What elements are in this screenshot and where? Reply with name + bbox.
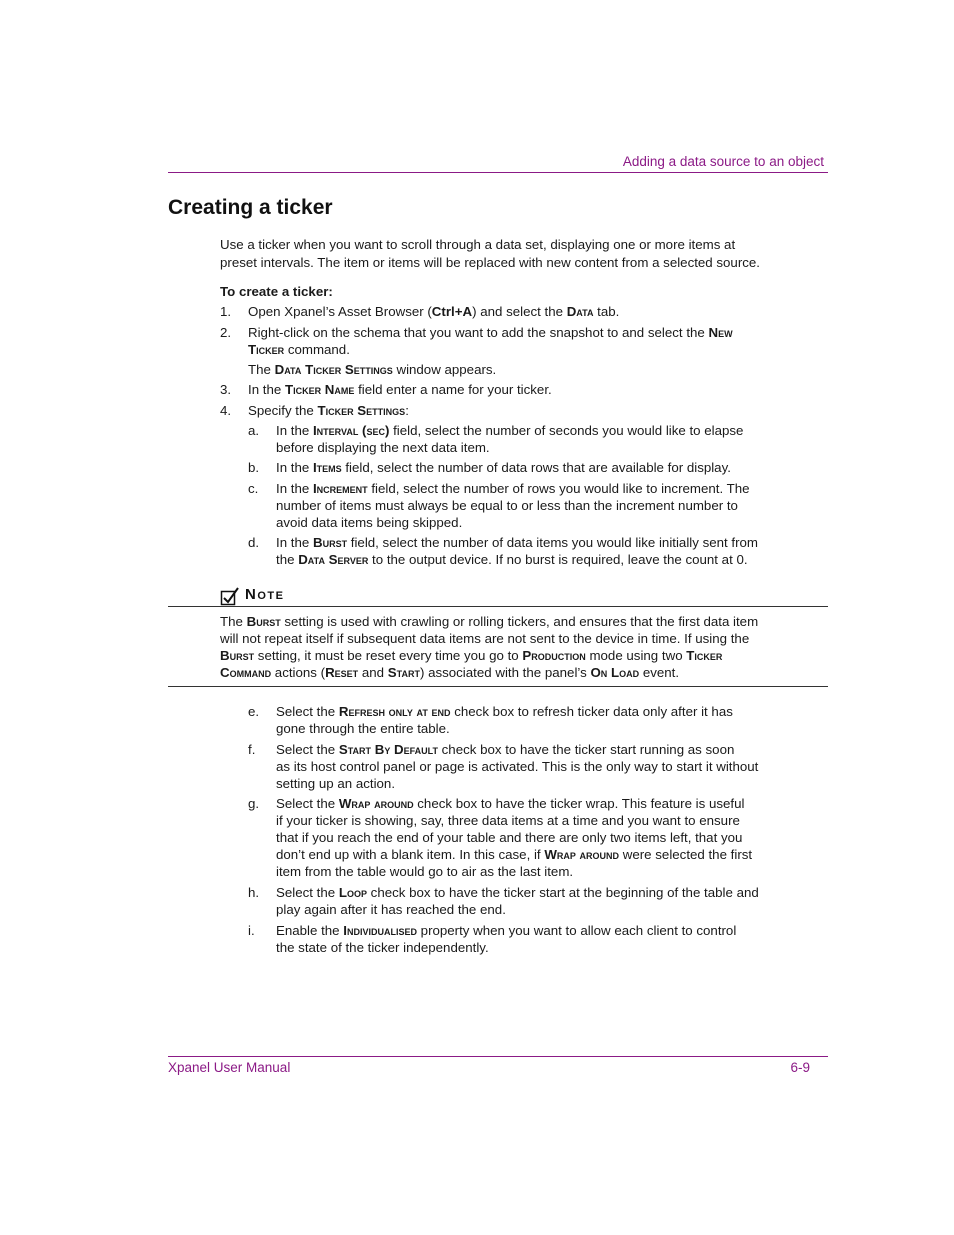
procedure-heading: To create a ticker: <box>220 284 333 299</box>
text: field, select the number of rows you would like to increment. The <box>367 481 750 496</box>
text: event. <box>639 665 680 680</box>
step-3 <box>248 381 552 398</box>
substep-label: b. <box>248 460 260 475</box>
note-title: Note <box>245 586 285 603</box>
ui-term: Ticker Name <box>284 382 355 397</box>
substep-c-line-2: number of items must always be equal to or less than the increment number to <box>276 498 738 513</box>
ui-term: Ticker <box>248 342 285 357</box>
text: tab. <box>593 304 620 319</box>
text: field, select the number of data rows that are available for display. <box>341 460 731 475</box>
page-title: Creating a ticker <box>168 196 333 219</box>
text: In the <box>276 535 313 550</box>
text: the <box>276 552 299 567</box>
substep-h-line-2: play again after it has reached the end. <box>276 902 506 917</box>
substep-g-line-4 <box>276 846 752 863</box>
text: setting is used with crawling or rolling tickers, and ensures that the first data item <box>280 614 759 629</box>
substep-h-line-1 <box>276 884 759 901</box>
ui-term: Burst <box>220 648 255 663</box>
substep-d-line-1 <box>276 534 758 551</box>
text: mode using two <box>585 648 687 663</box>
text: were selected the first <box>619 847 753 862</box>
substep-a-line-2: before displaying the next data item. <box>276 440 490 455</box>
note-top-rule <box>168 606 828 607</box>
step-2-line-2 <box>248 341 350 358</box>
text: field, select the number of seconds you would like to elapse <box>389 423 744 438</box>
substep-b <box>276 459 731 476</box>
step-2-line-1 <box>248 324 733 341</box>
note-line-1 <box>220 613 758 630</box>
text: Select the <box>276 796 339 811</box>
substep-label: i. <box>248 923 255 938</box>
intro-line-2: preset intervals. The item or items will be replaced with new content from a selected source. <box>220 255 760 270</box>
text: Select the <box>276 742 339 757</box>
substep-label: h. <box>248 885 260 900</box>
ui-term: Interval (sec) <box>312 423 390 438</box>
text: field enter a name for your ticker. <box>354 382 552 397</box>
substep-label: g. <box>248 796 260 811</box>
ui-term: Start <box>387 665 420 680</box>
ui-term: Production <box>522 648 586 663</box>
ui-term: Data Ticker Settings <box>274 362 393 377</box>
text: and <box>358 665 388 680</box>
ui-term: New <box>708 325 733 340</box>
text: Open Xpanel’s Asset Browser ( <box>248 304 432 319</box>
ui-term: Items <box>312 460 342 475</box>
shortcut-key: Ctrl+A <box>431 304 473 319</box>
ui-term: Individualised <box>343 923 417 938</box>
substep-label: d. <box>248 535 260 550</box>
running-header: Adding a data source to an object <box>622 154 824 169</box>
note-line-2: will not repeat itself if subsequent data items are not sent to the device in time. If using the <box>220 631 750 646</box>
text: check box to have the ticker wrap. This feature is useful <box>413 796 745 811</box>
ui-term: Data Server <box>298 552 369 567</box>
text: In the <box>276 460 313 475</box>
substep-g-line-5: item from the table would go to air as the last item. <box>276 864 574 879</box>
substep-e-line-1 <box>276 703 733 720</box>
ui-term: Burst <box>312 535 348 550</box>
substep-label: a. <box>248 423 260 438</box>
text: In the <box>276 481 313 496</box>
header-rule <box>168 172 828 173</box>
text: ) and select the <box>472 304 567 319</box>
substep-d-line-2 <box>276 551 748 568</box>
text: property when you want to allow each client to control <box>416 923 737 938</box>
substep-f-line-2: as its host control panel or page is activated. This is the only way to start it without <box>276 759 759 774</box>
text: check box to refresh ticker data only after it has <box>450 704 733 719</box>
text: to the output device. If no burst is required, leave the count at 0. <box>368 552 748 567</box>
text: check box to have the ticker start at the beginning of the table and <box>366 885 759 900</box>
ui-term: Loop <box>338 885 367 900</box>
ui-term: Wrap around <box>338 796 414 811</box>
step-number: 1. <box>220 304 232 319</box>
ui-term: Command <box>220 665 272 680</box>
substep-label: e. <box>248 704 260 719</box>
note-line-4 <box>220 664 679 681</box>
substep-label: c. <box>248 481 259 496</box>
ui-term: Burst <box>246 614 281 629</box>
substep-g-line-2: if your ticker is showing, say, three data items at a time and you want to ensure <box>276 813 740 828</box>
text: Right-click on the schema that you want to add the snapshot to and select the <box>248 325 709 340</box>
step-number: 4. <box>220 403 232 418</box>
ui-term: Ticker <box>686 648 723 663</box>
text: Select the <box>276 885 339 900</box>
step-4 <box>248 402 409 419</box>
substep-c-line-3: avoid data items being skipped. <box>276 515 463 530</box>
ui-term: On Load <box>590 665 640 680</box>
text: : <box>405 403 409 418</box>
substep-g-line-3: that if you reach the end of your table and there are only two items left, that you <box>276 830 743 845</box>
ui-term: Start By Default <box>338 742 438 757</box>
note-bottom-rule <box>168 686 828 687</box>
ui-term: Reset <box>325 665 359 680</box>
ui-term: Wrap around <box>544 847 620 862</box>
substep-f-line-1 <box>276 741 734 758</box>
step-2-result <box>248 361 496 378</box>
text: Specify the <box>248 403 318 418</box>
checkbox-icon <box>220 587 240 607</box>
step-1 <box>248 303 619 320</box>
substep-e-line-2: gone through the entire table. <box>276 721 450 736</box>
ui-term: Refresh only at end <box>338 704 451 719</box>
text: actions ( <box>271 665 326 680</box>
substep-g-line-1 <box>276 795 744 812</box>
ui-term: Increment <box>312 481 368 496</box>
text: Select the <box>276 704 339 719</box>
ui-term: Ticker Settings <box>317 403 406 418</box>
text: don’t end up with a blank item. In this case, if <box>276 847 545 862</box>
substep-f-line-3: setting up an action. <box>276 776 396 791</box>
text: command. <box>284 342 350 357</box>
text: The <box>220 614 247 629</box>
text: setting, it must be reset every time you go to <box>254 648 523 663</box>
text: field, select the number of data items you would like initially sent from <box>347 535 758 550</box>
substep-c-line-1 <box>276 480 750 497</box>
intro-line-1: Use a ticker when you want to scroll through a data set, displaying one or more items at <box>220 237 736 252</box>
text: Enable the <box>276 923 344 938</box>
text: ) associated with the panel’s <box>419 665 591 680</box>
substep-i-line-1 <box>276 922 736 939</box>
page-number: 6-9 <box>790 1060 810 1075</box>
footer-manual-title: Xpanel User Manual <box>168 1060 291 1075</box>
text: In the <box>276 423 313 438</box>
text: window appears. <box>392 362 497 377</box>
step-number: 3. <box>220 382 232 397</box>
note-line-3 <box>220 647 722 664</box>
text: The <box>248 362 275 377</box>
substep-i-line-2: the state of the ticker independently. <box>276 940 489 955</box>
substep-label: f. <box>248 742 256 757</box>
ui-term: Data <box>566 304 594 319</box>
substep-a-line-1 <box>276 422 743 439</box>
step-number: 2. <box>220 325 232 340</box>
text: In the <box>248 382 285 397</box>
text: check box to have the ticker start running as soon <box>437 742 735 757</box>
footer-rule <box>168 1056 828 1057</box>
